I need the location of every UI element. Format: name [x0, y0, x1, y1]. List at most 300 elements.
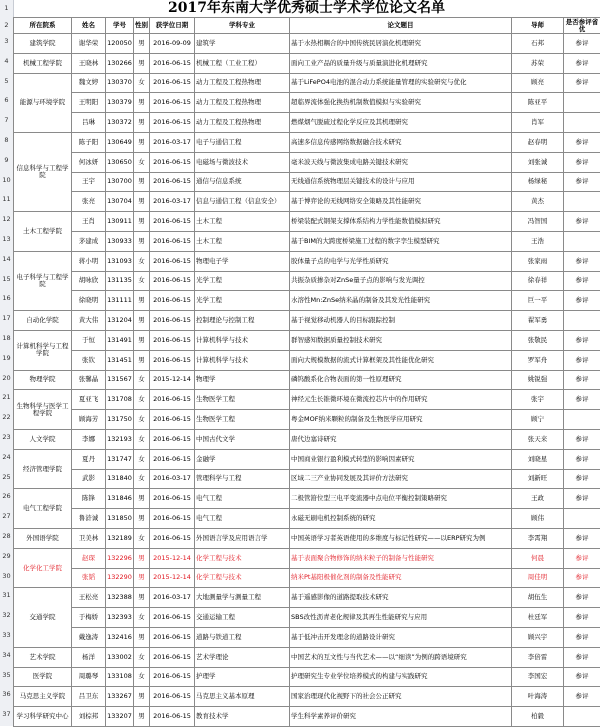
student-name-cell: 赵琛 — [72, 548, 106, 568]
degree-date-cell: 2016-06-15 — [150, 390, 195, 410]
thesis-title-cell: 中国艺术的互文性与当代艺术——以“细读”为例的跨语境研究 — [290, 647, 512, 667]
department-cell: 电子科学与工程学院 — [14, 251, 72, 310]
table-row — [14, 548, 600, 568]
gender-cell: 男 — [134, 568, 150, 588]
table-row — [14, 251, 600, 271]
table-row — [14, 311, 600, 331]
student-name-cell: 胡咏欣 — [72, 271, 106, 291]
row-number: 25 — [0, 474, 13, 481]
row-number: 4 — [0, 58, 13, 65]
gender-cell: 男 — [134, 330, 150, 350]
student-name-cell: 陈锋 — [72, 489, 106, 509]
header-name: 姓名 — [72, 18, 106, 34]
student-id-cell: 132388 — [106, 588, 134, 608]
header-eval: 是否参评省优 — [564, 18, 600, 34]
department-cell: 马克思主义学院 — [14, 687, 72, 707]
thesis-title-cell: 国家治理现代化视野下的社会公正研究 — [290, 687, 512, 707]
table-row — [14, 647, 600, 667]
header-id: 学号 — [106, 18, 134, 34]
major-cell: 机械工程（工业工程） — [195, 53, 290, 73]
student-id-cell: 131093 — [106, 251, 134, 271]
provincial-eval-cell: 参评 — [564, 330, 600, 350]
student-name-cell: 张馨晶 — [72, 370, 106, 390]
gender-cell: 女 — [134, 469, 150, 489]
advisor-cell: 杜廷军 — [512, 608, 564, 628]
student-id-cell: 130704 — [106, 192, 134, 212]
degree-date-cell: 2016-06-15 — [150, 212, 195, 232]
thesis-title-cell: 护理研究生专业学位培养模式的构建与实践研究 — [290, 667, 512, 687]
degree-date-cell: 2016-06-15 — [150, 449, 195, 469]
degree-date-cell: 2016-06-15 — [150, 172, 195, 192]
advisor-cell: 王浩 — [512, 231, 564, 251]
student-name-cell: 周璐琴 — [72, 667, 106, 687]
row-number: 27 — [0, 513, 13, 520]
major-cell: 光学工程 — [195, 271, 290, 291]
student-id-cell: 130700 — [106, 172, 134, 192]
row-number: 1 — [0, 5, 13, 12]
major-cell: 土木工程 — [195, 212, 290, 232]
advisor-cell: 石邦 — [512, 34, 564, 54]
row-number: 9 — [0, 157, 13, 164]
table-row — [14, 568, 600, 588]
row-number: 26 — [0, 493, 13, 500]
student-id-cell: 130911 — [106, 212, 134, 232]
advisor-cell: 罗军舟 — [512, 350, 564, 370]
gender-cell: 男 — [134, 707, 150, 727]
student-name-cell: 黄大伟 — [72, 311, 106, 331]
advisor-cell: 顾伟 — [512, 509, 564, 529]
provincial-eval-cell: 参评 — [564, 667, 600, 687]
advisor-cell: 刘张诚 — [512, 152, 564, 172]
row-number: 7 — [0, 117, 13, 124]
student-id-cell: 131111 — [106, 291, 134, 311]
header-thesis: 论文题目 — [290, 18, 512, 34]
student-name-cell: 夏丹 — [72, 449, 106, 469]
advisor-cell: 巨一平 — [512, 291, 564, 311]
provincial-eval-cell: 参评 — [564, 608, 600, 628]
row-number: 24 — [0, 454, 13, 461]
provincial-eval-cell: 参评 — [564, 647, 600, 667]
degree-date-cell: 2015-12-14 — [150, 548, 195, 568]
advisor-cell: 杨绿秘 — [512, 172, 564, 192]
provincial-eval-cell: 参评 — [564, 370, 600, 390]
student-id-cell: 120050 — [106, 34, 134, 54]
degree-date-cell: 2016-09-09 — [150, 34, 195, 54]
row-number: 19 — [0, 355, 13, 362]
department-cell: 电气工程学院 — [14, 489, 72, 529]
provincial-eval-cell: 参评 — [564, 53, 600, 73]
advisor-cell: 顾宁 — [512, 410, 564, 430]
student-id-cell: 132193 — [106, 429, 134, 449]
major-cell: 马克思主义基本原理 — [195, 687, 290, 707]
student-name-cell: 吕琳 — [72, 113, 106, 133]
table-row — [14, 588, 600, 608]
student-id-cell: 130372 — [106, 113, 134, 133]
department-cell: 学习科学研究中心 — [14, 707, 72, 727]
table-row — [14, 528, 600, 548]
table-row — [14, 489, 600, 509]
student-id-cell: 133267 — [106, 687, 134, 707]
student-name-cell: 卫美林 — [72, 528, 106, 548]
department-cell: 生物科学与医学工程学院 — [14, 390, 72, 430]
table-row — [14, 667, 600, 687]
degree-date-cell: 2016-06-15 — [150, 53, 195, 73]
gender-cell: 男 — [134, 172, 150, 192]
department-cell: 人文学院 — [14, 429, 72, 449]
row-number: 29 — [0, 553, 13, 560]
row-number: 12 — [0, 216, 13, 223]
student-id-cell: 132393 — [106, 608, 134, 628]
header-row — [14, 18, 600, 34]
degree-date-cell: 2016-06-15 — [150, 93, 195, 113]
student-name-cell: 王松亮 — [72, 588, 106, 608]
advisor-cell: 何晨 — [512, 548, 564, 568]
student-id-cell: 131750 — [106, 410, 134, 430]
gender-cell: 女 — [134, 370, 150, 390]
gender-cell: 男 — [134, 291, 150, 311]
thesis-title-cell: 基于博弈论的无线网络安全策略及其性能研究 — [290, 192, 512, 212]
thesis-title-cell: 共振杂质掺杂对ZnSe量子点的影响与发光调控 — [290, 271, 512, 291]
table-row — [14, 152, 600, 172]
gender-cell: 男 — [134, 132, 150, 152]
major-cell: 化学工程与技术 — [195, 568, 290, 588]
major-cell: 信息与通信工程（信息安全） — [195, 192, 290, 212]
degree-date-cell: 2016-06-15 — [150, 707, 195, 727]
major-cell: 动力工程及工程热物理 — [195, 73, 290, 93]
gender-cell: 男 — [134, 350, 150, 370]
provincial-eval-cell — [564, 113, 600, 133]
major-cell: 艺术学理论 — [195, 647, 290, 667]
student-name-cell: 鲁浒诚 — [72, 509, 106, 529]
student-id-cell: 131846 — [106, 489, 134, 509]
header-advisor: 导师 — [512, 18, 564, 34]
advisor-cell: 苏荣 — [512, 53, 564, 73]
row-number: 22 — [0, 414, 13, 421]
thesis-title-cell: SBS改性沥青老化规律及其再生性能研究与应用 — [290, 608, 512, 628]
gender-cell: 男 — [134, 231, 150, 251]
department-cell: 交通学院 — [14, 588, 72, 647]
provincial-eval-cell: 参评 — [564, 291, 600, 311]
degree-date-cell: 2016-06-15 — [150, 429, 195, 449]
student-name-cell: 夏亚飞 — [72, 390, 106, 410]
major-cell: 生物医学工程 — [195, 390, 290, 410]
gender-cell: 女 — [134, 647, 150, 667]
row-number: 37 — [0, 711, 13, 718]
student-id-cell: 131747 — [106, 449, 134, 469]
provincial-eval-cell: 参评 — [564, 548, 600, 568]
table-row — [14, 231, 600, 251]
department-cell: 能源与环境学院 — [14, 73, 72, 132]
student-id-cell: 131451 — [106, 350, 134, 370]
student-id-cell: 130933 — [106, 231, 134, 251]
degree-date-cell: 2016-06-15 — [150, 330, 195, 350]
provincial-eval-cell — [564, 311, 600, 331]
row-number: 36 — [0, 691, 13, 698]
gender-cell: 男 — [134, 93, 150, 113]
major-cell: 物理电子学 — [195, 251, 290, 271]
major-cell: 通信与信息系统 — [195, 172, 290, 192]
table-row — [14, 449, 600, 469]
table-row — [14, 53, 600, 73]
thesis-title-cell: 面向大规模数据的流式计算框架及其性能优化研究 — [290, 350, 512, 370]
major-cell: 外国语言学及应用语言学 — [195, 528, 290, 548]
advisor-cell: 李倍雷 — [512, 647, 564, 667]
student-id-cell: 133002 — [106, 647, 134, 667]
provincial-eval-cell: 参评 — [564, 687, 600, 707]
thesis-title-cell: 学生科学素养评价研究 — [290, 707, 512, 727]
student-id-cell: 131850 — [106, 509, 134, 529]
major-cell: 金融学 — [195, 449, 290, 469]
provincial-eval-cell: 参评 — [564, 390, 600, 410]
row-number: 14 — [0, 256, 13, 263]
thesis-title-cell: 中国商业银行盈利模式转型的影响因素研究 — [290, 449, 512, 469]
advisor-cell: 徐春祥 — [512, 271, 564, 291]
advisor-cell: 张天来 — [512, 429, 564, 449]
degree-date-cell: 2016-06-15 — [150, 251, 195, 271]
table-row — [14, 271, 600, 291]
table-row — [14, 212, 600, 232]
thesis-title-cell: 中国英语学习者英语使用的多维度与标记性研究——以ERP研究为例 — [290, 528, 512, 548]
student-name-cell: 李娜 — [72, 429, 106, 449]
row-header-column — [0, 0, 14, 726]
student-name-cell: 张亮 — [72, 192, 106, 212]
row-number: 6 — [0, 97, 13, 104]
major-cell: 土木工程 — [195, 231, 290, 251]
header-major: 学科专业 — [195, 18, 290, 34]
provincial-eval-cell: 参评 — [564, 212, 600, 232]
department-cell: 自动化学院 — [14, 311, 72, 331]
row-number: 8 — [0, 137, 13, 144]
advisor-cell: 陈亚平 — [512, 93, 564, 113]
thesis-title-cell: 二极管箝位型三电平变流器中点电位平衡控制策略研究 — [290, 489, 512, 509]
student-id-cell: 131567 — [106, 370, 134, 390]
thesis-title-cell: 粤金MOF纳米颗粒的制备及生物医学应用研究 — [290, 410, 512, 430]
major-cell: 交通运输工程 — [195, 608, 290, 628]
table-row — [14, 707, 600, 727]
row-number: 34 — [0, 652, 13, 659]
degree-date-cell: 2016-03-17 — [150, 132, 195, 152]
degree-date-cell: 2016-06-15 — [150, 608, 195, 628]
department-cell: 信息科学与工程学院 — [14, 132, 72, 211]
student-id-cell: 130650 — [106, 152, 134, 172]
student-id-cell: 131708 — [106, 390, 134, 410]
sheet-title: 2017年东南大学优秀硕士学术学位论文名单 — [13, 0, 600, 18]
provincial-eval-cell: 参评 — [564, 132, 600, 152]
thesis-title-cell: 神经元生长锥微环境在微流控芯片中的作用研究 — [290, 390, 512, 410]
gender-cell: 男 — [134, 627, 150, 647]
provincial-eval-cell: 参评 — [564, 627, 600, 647]
thesis-title-cell: 高速多信息传感网络数据融合技术研究 — [290, 132, 512, 152]
student-name-cell: 谢华荣 — [72, 34, 106, 54]
provincial-eval-cell: 参评 — [564, 172, 600, 192]
provincial-eval-cell: 参评 — [564, 588, 600, 608]
major-cell: 中国古代文学 — [195, 429, 290, 449]
degree-date-cell: 2016-06-15 — [150, 152, 195, 172]
student-name-cell: 王肖 — [72, 212, 106, 232]
degree-date-cell: 2016-06-15 — [150, 647, 195, 667]
major-cell: 化学工程与技术 — [195, 548, 290, 568]
thesis-title-cell: 基于BIM的大跨度桥梁施工过程的数字孪生模型研究 — [290, 231, 512, 251]
student-id-cell: 130649 — [106, 132, 134, 152]
provincial-eval-cell: 参评 — [564, 152, 600, 172]
table-row — [14, 172, 600, 192]
student-name-cell: 武影 — [72, 469, 106, 489]
thesis-title-cell: 毫米波天线与微波集成电路关键技术研究 — [290, 152, 512, 172]
major-cell: 道路与铁道工程 — [195, 627, 290, 647]
row-number: 5 — [0, 78, 13, 85]
gender-cell: 女 — [134, 73, 150, 93]
student-id-cell: 130266 — [106, 53, 134, 73]
row-number: 3 — [0, 38, 13, 45]
provincial-eval-cell: 参评 — [564, 469, 600, 489]
gender-cell: 男 — [134, 34, 150, 54]
table-row — [14, 330, 600, 350]
gender-cell: 男 — [134, 588, 150, 608]
gender-cell: 男 — [134, 509, 150, 529]
student-id-cell: 130370 — [106, 73, 134, 93]
thesis-table — [13, 17, 600, 727]
row-number: 21 — [0, 394, 13, 401]
advisor-cell: 刘新旺 — [512, 469, 564, 489]
student-name-cell: 于恒 — [72, 330, 106, 350]
advisor-cell: 冯智国 — [512, 212, 564, 232]
row-number: 30 — [0, 573, 13, 580]
advisor-cell: 周佳明 — [512, 568, 564, 588]
header-sex: 性别 — [134, 18, 150, 34]
degree-date-cell: 2016-06-15 — [150, 410, 195, 430]
gender-cell: 男 — [134, 192, 150, 212]
student-id-cell: 131491 — [106, 330, 134, 350]
student-name-cell: 于梅娇 — [72, 608, 106, 628]
row-number: 13 — [0, 236, 13, 243]
row-number: 23 — [0, 434, 13, 441]
provincial-eval-cell — [564, 231, 600, 251]
degree-date-cell: 2015-12-14 — [150, 370, 195, 390]
thesis-title-cell: 基于低冲击开发理念的道路设计研究 — [290, 627, 512, 647]
provincial-eval-cell — [564, 509, 600, 529]
department-cell: 艺术学院 — [14, 647, 72, 667]
thesis-title-cell: 区域二三产业协同发展及其评价方法研究 — [290, 469, 512, 489]
thesis-title-cell: 唐代边塞诗研究 — [290, 429, 512, 449]
student-id-cell: 132296 — [106, 548, 134, 568]
row-number: 2 — [0, 22, 13, 29]
table-row — [14, 73, 600, 93]
thesis-title-cell: 基于遥感影像的道路提取技术研究 — [290, 588, 512, 608]
department-cell: 土木工程学院 — [14, 212, 72, 252]
major-cell: 控制理论与控制工程 — [195, 311, 290, 331]
degree-date-cell: 2016-06-15 — [150, 113, 195, 133]
department-cell: 化学化工学院 — [14, 548, 72, 588]
thesis-title-cell: 基于视觉移动机器人的目标跟踪控制 — [290, 311, 512, 331]
table-row — [14, 390, 600, 410]
degree-date-cell: 2016-06-15 — [150, 311, 195, 331]
student-name-cell: 吕卫东 — [72, 687, 106, 707]
department-cell: 物理学院 — [14, 370, 72, 390]
row-number: 16 — [0, 295, 13, 302]
gender-cell: 女 — [134, 528, 150, 548]
thesis-title-cell: 燃煤烟气脱硫过程化学反应及其机理研究 — [290, 113, 512, 133]
student-id-cell: 131204 — [106, 311, 134, 331]
gender-cell: 女 — [134, 152, 150, 172]
table-row — [14, 469, 600, 489]
thesis-title-cell: 纳米Pt基阳极催化剂的制备及性能研究 — [290, 568, 512, 588]
student-id-cell: 130379 — [106, 93, 134, 113]
student-name-cell: 戴逸涛 — [72, 627, 106, 647]
table-row — [14, 627, 600, 647]
student-name-cell: 顾海芳 — [72, 410, 106, 430]
gender-cell: 女 — [134, 449, 150, 469]
gender-cell: 女 — [134, 271, 150, 291]
gender-cell: 女 — [134, 390, 150, 410]
row-number: 18 — [0, 335, 13, 342]
row-number: 28 — [0, 533, 13, 540]
table-row — [14, 608, 600, 628]
major-cell: 光学工程 — [195, 291, 290, 311]
gender-cell: 女 — [134, 608, 150, 628]
table-row — [14, 509, 600, 529]
gender-cell: 女 — [134, 667, 150, 687]
major-cell: 动力工程及工程热物理 — [195, 113, 290, 133]
table-row — [14, 687, 600, 707]
thesis-title-cell: 基于LiFePO4电池的混合动力系统能量管理的实验研究与优化 — [290, 73, 512, 93]
degree-date-cell: 2016-06-15 — [150, 350, 195, 370]
gender-cell: 女 — [134, 429, 150, 449]
row-number: 15 — [0, 276, 13, 283]
table-row — [14, 350, 600, 370]
provincial-eval-cell: 参评 — [564, 271, 600, 291]
student-name-cell: 何冰妍 — [72, 152, 106, 172]
degree-date-cell: 2016-06-15 — [150, 667, 195, 687]
major-cell: 管理科学与工程 — [195, 469, 290, 489]
gender-cell: 男 — [134, 687, 150, 707]
thesis-title-cell: 群智感知数据质量控制技术研究 — [290, 330, 512, 350]
thesis-title-cell: 胶体量子点的电学与光学性质研究 — [290, 251, 512, 271]
header-date: 获学位日期 — [150, 18, 195, 34]
table-row — [14, 132, 600, 152]
student-name-cell: 茅建成 — [72, 231, 106, 251]
thesis-title-cell: 桥梁装配式钢架支撑体系结构力学性能数值模拟研究 — [290, 212, 512, 232]
student-id-cell: 131840 — [106, 469, 134, 489]
provincial-eval-cell: 参评 — [564, 429, 600, 449]
advisor-cell: 顾亮 — [512, 73, 564, 93]
advisor-cell: 顾兴宇 — [512, 627, 564, 647]
major-cell: 电子与通信工程 — [195, 132, 290, 152]
gender-cell: 男 — [134, 53, 150, 73]
advisor-cell: 李国宏 — [512, 667, 564, 687]
table-row — [14, 192, 600, 212]
major-cell: 计算机科学与技术 — [195, 330, 290, 350]
major-cell: 护理学 — [195, 667, 290, 687]
advisor-cell: 刘晓星 — [512, 449, 564, 469]
gender-cell: 男 — [134, 212, 150, 232]
degree-date-cell: 2016-06-15 — [150, 627, 195, 647]
major-cell: 计算机科学与技术 — [195, 350, 290, 370]
student-name-cell: 王明阳 — [72, 93, 106, 113]
major-cell: 生物医学工程 — [195, 410, 290, 430]
department-cell: 建筑学院 — [14, 34, 72, 54]
advisor-cell: 叶海涛 — [512, 687, 564, 707]
advisor-cell: 李霄翔 — [512, 528, 564, 548]
gender-cell: 男 — [134, 311, 150, 331]
advisor-cell: 肖军 — [512, 113, 564, 133]
provincial-eval-cell — [564, 93, 600, 113]
degree-date-cell: 2016-06-15 — [150, 271, 195, 291]
advisor-cell: 王政 — [512, 489, 564, 509]
student-name-cell: 杨洋 — [72, 647, 106, 667]
department-cell: 机械工程学院 — [14, 53, 72, 73]
row-number: 10 — [0, 177, 13, 184]
row-number: 20 — [0, 375, 13, 382]
